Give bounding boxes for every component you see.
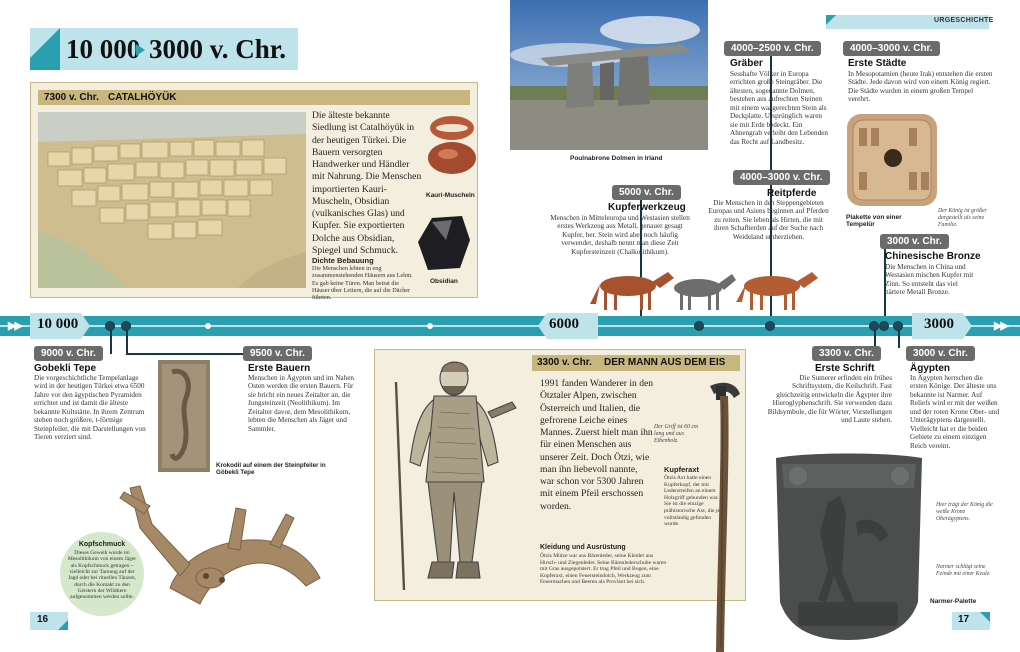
- goebekli-title: Gobekli Tepe: [34, 363, 97, 374]
- bauern-title: Erste Bauern: [248, 363, 311, 374]
- page-title-from: 10 000: [66, 34, 141, 64]
- horse-cave-painting: [588, 264, 822, 316]
- page-title-to: 3000 v. Chr.: [149, 34, 287, 64]
- bebauung-text: Die Menschen lebten in eng zusammenstehenden Häusern aus Lehm. Es gab keine Türen. Man betrat die Häuser über Leitern, die auf die Dächer führten.: [312, 265, 413, 302]
- aegypten-title: Ägypten: [910, 363, 950, 374]
- title-accent: [30, 58, 60, 70]
- timeline-dot-4000: [765, 321, 775, 331]
- page-number-left-corner: [58, 620, 68, 630]
- oetzi-date: 3300 v. Chr.: [537, 357, 592, 368]
- goebekli-text: Die vorgeschichtliche Tempelanlage wird in der heutigen Türkei etwa 6500 Jahre vor den ägyptischen Pyramiden errichtet und ist damit die älteste bekannte Kultstätte. In ihrem Zentrum stehen noch größere, t-förmige Steinpfeiler, die mit Darstellungen von Tieren verziert sind.: [34, 374, 146, 442]
- timeline-dot-5000: [694, 321, 704, 331]
- section-label: URGESCHICHTE: [934, 17, 994, 24]
- axt-text: Ötzis Axt hatte einen Kupferkopf, der mit Lederstreifen an einem Holzgriff gebunden war. Sie ist die einzige prähistorische Axt, die je vollständig gefunden wurde.: [664, 475, 720, 528]
- reitpferde-text: Die Menschen in den Steppengebieten Europas und Asiens beginnen auf Pferden zu reiten. Sie leben als Hirten, die mit ihren Schafherden auf der Suche nach Weideland umherziehen.: [708, 199, 829, 241]
- aegypten-date: 3000 v. Chr.: [906, 346, 975, 361]
- timeline-label-start: 10 000: [37, 316, 79, 332]
- timeline-center-line: [0, 325, 1020, 327]
- page-number-right-corner: [980, 612, 990, 622]
- timeline-label-end: 3000: [924, 316, 954, 332]
- reitpferde-title: Reitpferde: [767, 188, 817, 199]
- staedte-title: Erste Städte: [848, 58, 907, 69]
- bauern-text: Menschen in Ägypten und im Nahen Osten werden die ersten Bauern. Für sie bricht ein neues Zeitalter an, die Jungsteinzeit (Neolithikum). Im Zeitalter davor, dem Mesolithikum, lebten die Menschen als Jäger und Sammler.: [248, 374, 354, 433]
- timeline-label-mid: 6000: [549, 316, 579, 332]
- copper-axe-image: [696, 372, 746, 652]
- bauern-connector: [126, 330, 128, 354]
- narmer-note-1: Hier trägt der König die weiße Krone Oberägyptens.: [936, 502, 993, 522]
- bebauung-title: Dichte Bebauung: [312, 256, 374, 265]
- staedte-date: 4000–3000 v. Chr.: [843, 41, 940, 56]
- goebekli-connector: [110, 330, 112, 354]
- timeline-dot-3100: [879, 321, 889, 331]
- catalhoyuk-date: 7300 v. Chr.: [44, 92, 99, 103]
- bauern-date: 9500 v. Chr.: [243, 346, 312, 361]
- aegypten-text: In Ägypten herrschen die ersten Könige. Der älteste uns bekannte ist Narmer. Auf Reliefs wird er mit der weißen und der roten Krone Ober- und Unterägyptens dargestellt. Vielleicht hat er die beiden Gebiete zu einem einzigen Reich vereint.: [910, 374, 1000, 450]
- narmer-note-2: Narmer schlägt seine Feinde mit einer Keule.: [936, 564, 991, 577]
- plakette-image: [843, 110, 941, 210]
- schrift-date: 3300 v. Chr.: [812, 346, 881, 361]
- goebekli-caption: Krokodil auf einem der Steinpfeiler in Göbekli Tepe: [216, 462, 326, 476]
- timeline-left-arrows: ▶▶: [8, 320, 21, 332]
- page-number-right: 17: [958, 614, 970, 625]
- reitpferde-date: 4000–3000 v. Chr.: [733, 170, 830, 185]
- kleidung-title: Kleidung und Ausrüstung: [540, 544, 626, 551]
- schrift-title: Erste Schrift: [815, 363, 875, 374]
- title-corner-triangle: [30, 28, 60, 58]
- axt-title: Kupferaxt: [664, 465, 700, 474]
- catalhoyuk-village-illustration: [38, 112, 306, 288]
- kauri-caption: Kauri-Muscheln: [426, 192, 475, 199]
- oetzi-name: DER MANN AUS DEM EIS: [604, 357, 726, 368]
- timeline-right-arrows: ▶▶: [994, 320, 1007, 332]
- catalhoyuk-name: CATALHÖYÜK: [108, 92, 177, 103]
- narmer-palette-image: [768, 452, 930, 642]
- kupfer-title: Kupferwerkzeug: [608, 202, 686, 213]
- oetzi-text: 1991 fanden Wanderer in den Ötztaler Alpen, zwischen Österreich und Italien, die gefrorene Leiche eines Mannes. Zuerst hielt man ihn für einen Menschen aus unserer Zeit. Doch Ötzi, wie man ihn liebevoll nannte, war schon vor 5300 Jahren mit einem Pfeil erschossen worden.: [540, 378, 654, 512]
- dolmen-photo: [510, 0, 708, 150]
- plakette-caption: Plakette von einer Tempelür: [846, 214, 902, 228]
- oetzi-illustration: [380, 352, 530, 596]
- staedte-text: In Mesopotamien (heute Irak) entstehen die ersten Städte. Jede davon wird von einem König regiert. Die Städte wurden in einem großen Tempel verehrt.: [848, 70, 993, 104]
- goebekli-date: 9000 v. Chr.: [34, 346, 103, 361]
- kupfer-text: Menschen in Mitteleuropa und Westasien stellen erstes Werkzeug aus Metall, genauer gesagt Kupfer, her. Stein wird aber noch häufig verwendet, deshalb nennt man diese Zeit Kupfersteinzeit (Chalkolithikum).: [550, 214, 690, 256]
- page-number-left: 16: [37, 614, 49, 625]
- dolmen-caption: Poulnabrone Dolmen in Irland: [570, 155, 663, 162]
- timeline-tick-1: [205, 323, 211, 329]
- bronze-text: Die Menschen in China und Westasien mischen Kupfer mit Zinn. So entsteht das viel härtere Metall Bronze.: [885, 263, 974, 297]
- timeline-tick-2: [427, 323, 433, 329]
- goebekli-pillar-image: [156, 358, 212, 474]
- kupfer-date: 5000 v. Chr.: [612, 185, 681, 200]
- obsidian-caption: Obsidian: [430, 278, 458, 285]
- graeber-text: Sesshafte Völker in Europa errichten große Steingräber. Die ältesten, sogenannte Dolmen, bestehen aus aufrechten Steinen mit einem waagerechten Stein als Deckplatte. Ursprünglich waren sie mit Erde bedeckt. Ein Ahnengrab verleiht den Lebenden das Recht auf Landbesitz.: [730, 70, 828, 146]
- kauri-shells-image: [424, 114, 476, 192]
- section-label-triangle: [826, 15, 836, 25]
- obsidian-image: [412, 212, 474, 274]
- narmer-caption: Narmer-Palette: [930, 598, 977, 605]
- plakette-note: Der König ist größer dargestellt als seine Familie.: [938, 208, 987, 228]
- kopfschmuck-text: Dieses Geweih wurde im Mesolithikum von einem Jäger als Kopfschmuck getragen – vielleicht zur Tarnung auf der Jagd oder bei rituellen Tänzen, durch die Kontakt zu den Geistern der Wildtiere aufgenommen werden sollte.: [67, 550, 137, 601]
- graeber-title: Gräber: [730, 58, 763, 69]
- catalhoyuk-header: [38, 90, 470, 105]
- title-arrow-icon: [136, 44, 145, 56]
- graeber-date: 4000–2500 v. Chr.: [724, 41, 821, 56]
- catalhoyuk-text: Die älteste bekannte Siedlung ist Catalhöyük in der heutigen Türkei. Die Bauern versorgten Handwerker und Händler mit Nahrung. Die Menschen importierten Kauri-Muscheln, Obsidian (vulkanisches Glas) und Kupfer. Sie exportierten Dolche aus Obsidian, Spiegel und Schmuck.: [312, 110, 422, 256]
- kleidung-text: Ötzis Mütze war aus Bärenleder, seine Kleider aus Hirsch- und Ziegenleder. Seine Bärenlederschuhe waren mit Gras ausgepolstert. Er trug Pfeil und Bogen, eine Kupferaxt, einen Feuersteindolch, Werkzeug zum Feuermachen und Beeren als Proviant bei sich.: [540, 553, 667, 586]
- bronze-title: Chinesische Bronze: [885, 251, 981, 262]
- bronze-date: 3000 v. Chr.: [880, 234, 949, 249]
- griff-note: Der Griff ist 60 cm lang und aus Eibenholz.: [654, 424, 699, 444]
- bauern-connector-h: [126, 353, 244, 355]
- kopfschmuck-title: Kopfschmuck: [78, 541, 126, 548]
- schrift-text: Die Sumerer erfinden ein frühes Schriftsystem, die Keilschrift. Fast gleichzeitig entwickeln die Ägypter ihre Hieroglyphenschrift. Sie verwenden dazu Bildsymbole, die für Wörter, Vorstellungen und Laute stehen.: [767, 374, 892, 425]
- aegypten-connector: [898, 330, 900, 348]
